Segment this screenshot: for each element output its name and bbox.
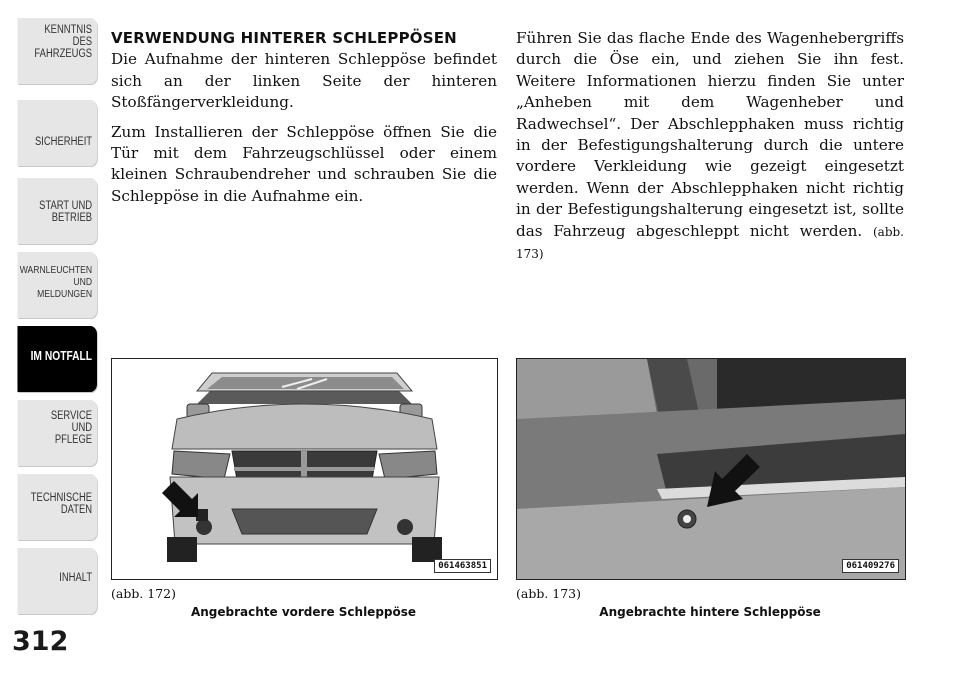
tab-label-line: IM NOTFALL	[30, 349, 93, 363]
chapter-tabs	[0, 0, 100, 620]
tab-label-line: DATEN	[60, 504, 93, 516]
figure-code: 061409276	[842, 559, 899, 573]
figure-reference: (abb. 173)	[516, 224, 904, 262]
paragraph	[516, 28, 904, 265]
front-vehicle-illustration	[112, 359, 497, 579]
figure-code: 061463851	[434, 559, 491, 573]
tab-start-und-betrieb[interactable]	[17, 178, 97, 244]
tab-technische-daten[interactable]	[17, 474, 97, 540]
right-text-column	[516, 28, 904, 273]
tab-label-line: MELDUNGEN	[37, 288, 93, 300]
tab-label-line: PFLEGE	[54, 434, 93, 446]
tab-label-line: SICHERHEIT	[34, 136, 93, 148]
figure-caption: Angebrachte vordere Schleppöse	[190, 605, 417, 619]
left-text-column	[111, 28, 497, 215]
tab-label-line: WARNLEUCHTEN	[19, 264, 93, 276]
tab-label-line: FAHRZEUGS	[34, 48, 93, 60]
tab-inhalt[interactable]	[17, 548, 97, 614]
figure-rear-tow-hook	[516, 358, 906, 580]
figure-label: (abb. 173)	[516, 586, 582, 601]
tab-label-line: BETRIEB	[51, 212, 93, 224]
paragraph: Zum Installieren der Schleppöse öffnen Sie die Tür mit dem Fahrzeugschlüssel oder einem kleinen Schraubendreher und schrauben Sie die Schleppöse in die Aufnahme ein.	[111, 122, 497, 205]
paragraph-text: Führen Sie das flache Ende des Wagenhebergriffs durch die Öse ein, und ziehen Sie ihn fest. Weitere Informationen hierzu finden Sie unter „Anheben mit dem Wagenheber und Radwechsel“. Der Abschlepphaken muss richtig in der Befestigungshalterung durch die untere vordere Verkleidung wie gezeigt eingesetzt werden. Wenn der Abschlepphaken nicht richtig in der Befestigungshalterung eingesetzt ist, sollte das Fahrzeug abgeschleppt nicht werden.	[516, 29, 904, 240]
figure-caption: Angebrachte hintere Schleppöse	[599, 605, 821, 619]
tab-sicherheit[interactable]	[17, 100, 97, 166]
tab-warnleuchten-und-meldungen[interactable]	[17, 252, 97, 318]
tab-label-line: TECHNISCHE	[30, 492, 93, 504]
section-heading: VERWENDUNG HINTERER SCHLEPPÖSEN	[111, 29, 457, 47]
figure-front-tow-hook	[111, 358, 498, 580]
tab-label-line: DES	[72, 36, 93, 48]
tab-im-notfall[interactable]	[17, 326, 97, 392]
tab-label-line: UND	[73, 276, 93, 288]
tab-label-line: INHALT	[59, 572, 93, 584]
tab-label-line: UND	[71, 422, 93, 434]
tab-label-line: KENNTNIS	[44, 24, 93, 36]
page-number: 312	[12, 626, 69, 657]
tab-kenntnis-des-fahrzeugs[interactable]	[17, 18, 97, 84]
paragraph: Die Aufnahme der hinteren Schleppöse befindet sich an der linken Seite der hinteren Stoßfängerverkleidung.	[111, 50, 497, 112]
tab-service-und-pflege[interactable]	[17, 400, 97, 466]
tab-label-line: START UND	[39, 200, 93, 212]
rear-bumper-illustration	[517, 359, 905, 579]
tab-label-line: SERVICE	[50, 410, 93, 422]
figure-label: (abb. 172)	[111, 586, 177, 601]
